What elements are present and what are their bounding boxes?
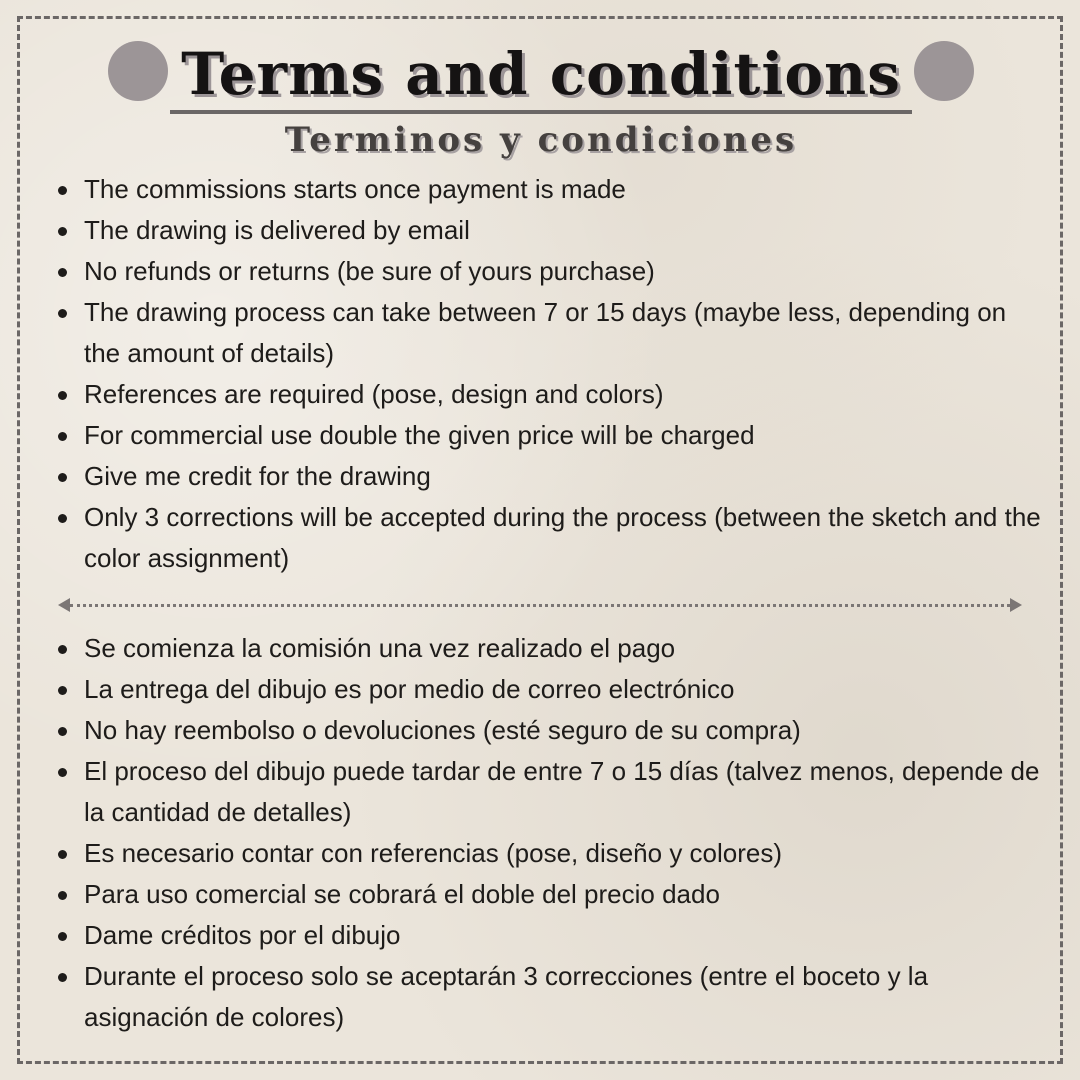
page-title: Terms and conditions: [181, 40, 901, 108]
english-terms-list: [54, 169, 1044, 579]
term-item: Only 3 corrections will be accepted during the process (between the sketch and the color assignment): [54, 497, 1044, 579]
term-item: La entrega del dibujo es por medio de correo electrónico: [54, 669, 1044, 710]
term-item: For commercial use double the given price will be charged: [54, 415, 1044, 456]
page-subtitle: Terminos y condiciones: [284, 120, 798, 160]
term-item: El proceso del dibujo puede tardar de entre 7 o 15 días (talvez menos, depende de la cantidad de detalles): [54, 751, 1044, 833]
term-item: Se comienza la comisión una vez realizado el pago: [54, 628, 1044, 669]
spanish-terms-list: [54, 628, 1044, 1038]
term-item: No hay reembolso o devoluciones (esté seguro de su compra): [54, 710, 1044, 751]
term-item: The drawing is delivered by email: [54, 210, 1044, 251]
term-item: Es necesario contar con referencias (pose, diseño y colores): [54, 833, 1044, 874]
term-item: The commissions starts once payment is made: [54, 169, 1044, 210]
term-item: Dame créditos por el dibujo: [54, 915, 1044, 956]
circle-dot-icon: [914, 41, 974, 101]
term-item: Give me credit for the drawing: [54, 456, 1044, 497]
term-item: No refunds or returns (be sure of yours purchase): [54, 251, 1044, 292]
term-item: The drawing process can take between 7 or 15 days (maybe less, depending on the amount of details): [54, 292, 1044, 374]
title-underline: [170, 110, 912, 114]
circle-dot-icon: [108, 41, 168, 101]
dotted-line: [70, 604, 1010, 607]
title-banner: [108, 38, 974, 110]
term-item: Durante el proceso solo se aceptarán 3 correcciones (entre el boceto y la asignación de colores): [54, 956, 1044, 1038]
term-item: Para uso comercial se cobrará el doble del precio dado: [54, 874, 1044, 915]
arrow-left-icon: [58, 598, 70, 612]
term-item: References are required (pose, design and colors): [54, 374, 1044, 415]
section-divider: [58, 598, 1022, 612]
arrow-right-icon: [1010, 598, 1022, 612]
